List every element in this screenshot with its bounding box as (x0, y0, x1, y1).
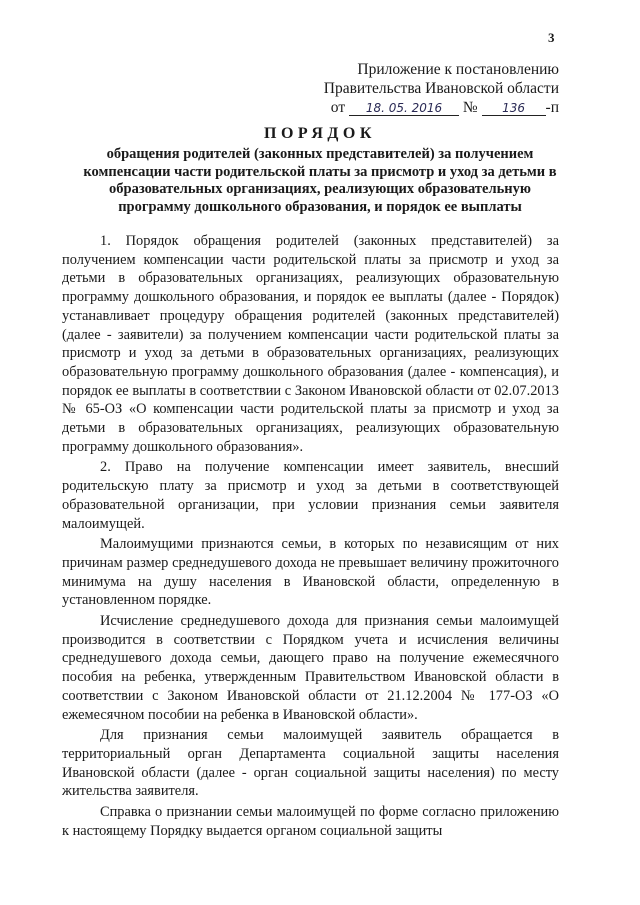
handwritten-number: 136 (482, 101, 546, 116)
page-number: 3 (548, 30, 555, 45)
paragraph: 1. Порядок обращения родителей (законных представителей) за получением компенсации части родительской платы за присмотр и уход за детьми в образовательных организациях, реализующих образовательную программу дошкольного образования, и порядок ее выплаты (далее - Порядок) устанавливает процедуру обращения родителей (законных представителей) (далее - заявители) за получением компенсации части родительской платы за присмотр и уход за детьми в образовательных организациях, реализующих образовательную программу дошкольного образования (далее - компенсация), и порядок ее выплаты в соответствии с Законом Ивановской области от 02.07.2013 № 65-ОЗ «О компенсации части родительской платы за присмотр и уход за детьми в образовательных организациях, реализующих образовательную программу дошкольного образования». (62, 233, 559, 455)
document-subtitle: обращения родителей (законных представителей) за получением компенсации части родительской платы за присмотр и уход за детьми в образовательных организациях, реализующих образовательную программу дошкольного образования, и порядок ее выплаты (83, 146, 557, 215)
handwritten-date: 18. 05. 2016 (349, 101, 459, 116)
appendix-line-3 (324, 98, 559, 117)
appendix-line-2: Правительства Ивановской области (323, 80, 559, 97)
document-title: ПОРЯДОК (264, 125, 376, 142)
from-label: от (330, 99, 346, 116)
paragraph: Для признания семьи малоимущей заявитель обращается в территориальный орган Департамента социальной защиты населения Ивановской области (далее - орган социальной защиты населения) по месту жительства заявителя. (62, 727, 559, 800)
paragraph: Малоимущими признаются семьи, в которых по независящим от них причинам размер среднедушевого дохода не превышает величину прожиточного минимума на душу населения в Ивановской области, определенную в установленном порядке. (62, 536, 559, 609)
paragraph: Исчисление среднедушевого дохода для признания семьи малоимущей производится в соответствии с Порядком учета и исчисления величины среднедушевого дохода семьи, дающего право на получение ежемесячного пособия на ребенка, утвержденным Правительством Ивановской области в соответствии с Законом Ивановской области от 21.12.2004 № 177-ОЗ «О ежемесячном пособии на ребенка в Ивановской области». (62, 613, 559, 723)
paragraph: 2. Право на получение компенсации имеет заявитель, внесший родительскую плату за присмотр и уход за детьми в соответствующей образовательной организации, при условии признания семьи заявителя малоимущей. (62, 459, 559, 532)
number-label: № (462, 99, 478, 116)
appendix-line-1: Приложение к постановлению (357, 61, 559, 78)
paragraph: Справка о признании семьи малоимущей по форме согласно приложению к настоящему Порядку выдается органом социальной защиты (62, 804, 559, 839)
document-body (62, 232, 559, 843)
number-suffix: -п (545, 99, 559, 116)
appendix-header (324, 60, 559, 117)
